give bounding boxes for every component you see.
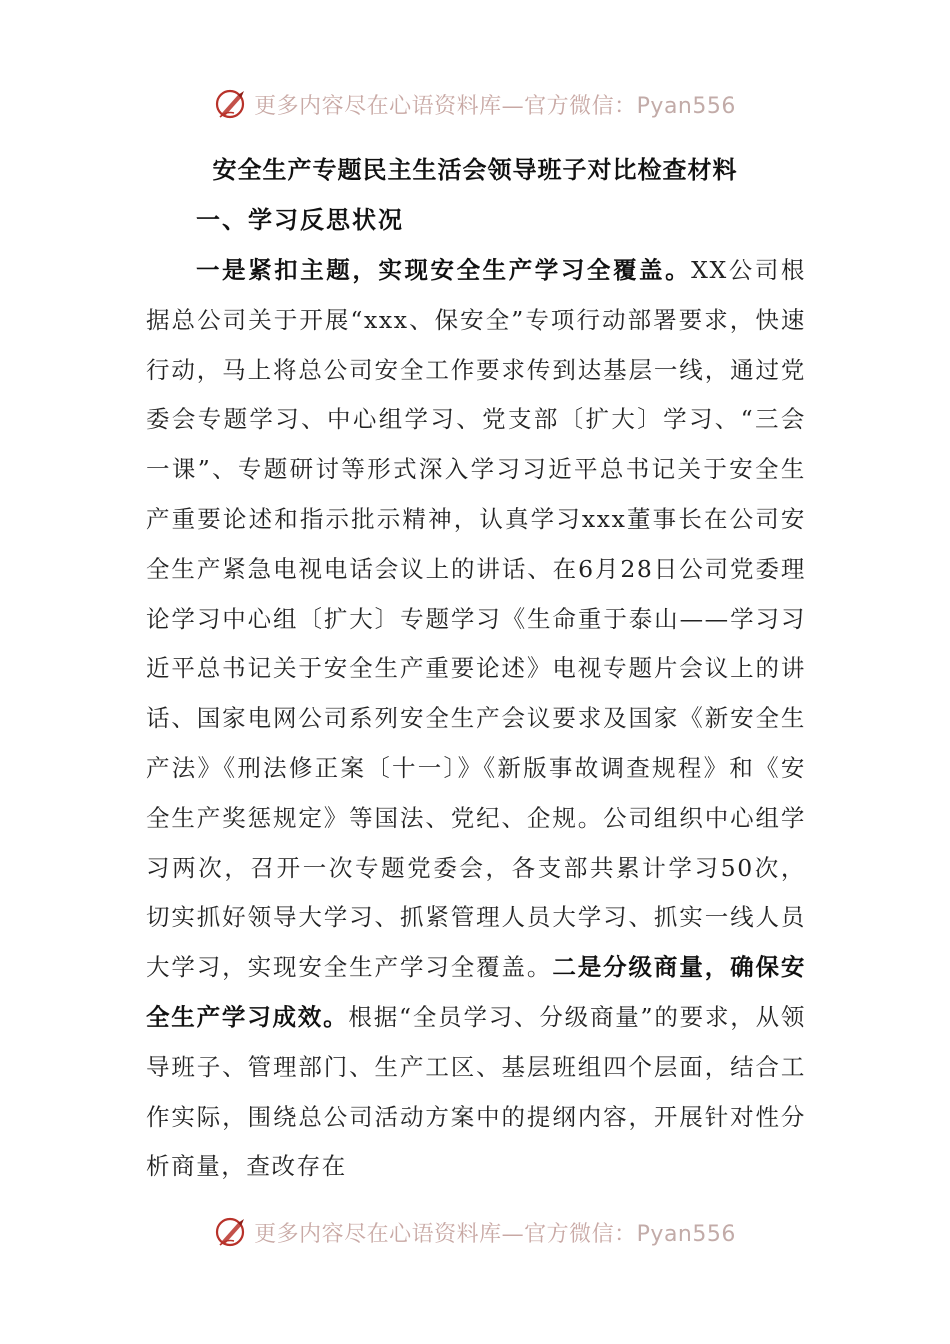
wechat-id: Pyan556: [636, 93, 736, 119]
wechat-id: Pyan556: [636, 1221, 736, 1247]
section-heading: 一、学习反思状况: [196, 205, 404, 234]
body-paragraph: [146, 246, 806, 1192]
footer-watermark-text: 更多内容尽在心语资料库—官方微信：Pyan556: [254, 1221, 736, 1247]
footer-watermark-banner: [0, 1210, 950, 1254]
lead-bold-2: 二是分级商量，确保安全生产学习成效。: [146, 953, 807, 1031]
pen-quill-logo-icon: [214, 1215, 248, 1249]
lead-bold-1: 一是紧扣主题，实现安全生产学习全覆盖。: [196, 256, 692, 284]
header-watermark-text: 更多内容尽在心语资料库—官方微信：Pyan556: [254, 93, 736, 119]
page-title: 安全生产专题民主生活会领导班子对比检查材料: [212, 155, 738, 184]
pen-quill-logo-icon: [214, 87, 248, 121]
paragraph-text-2: 根据“全员学习、分级商量”的要求，从领导班子、管理部门、生产工区、基层班组四个层面，结合工作实际，围绕总公司活动方案中的提纲内容，开展针对性分析商量，查改存在: [146, 1002, 806, 1181]
header-watermark-banner: [0, 82, 950, 126]
paragraph-text-1: XX公司根据总公司关于开展“xxx、保安全”专项行动部署要求，快速行动，马上将总公司安全工作要求传到达基层一线，通过党委会专题学习、中心组学习、党支部〔扩大〕学习、“三会一课”、专题研讨等形式深入学习习近平总书记关于安全生产重要论述和指示批示精神，认真学习xxx董事长在公司安全生产紧急电视电话会议上的讲话、在6月28日公司党委理论学习中心组〔扩大〕专题学习《生命重于泰山——学习习近平总书记关于安全生产重要论述》电视专题片会议上的讲话、国家电网公司系列安全生产会议要求及国家《新安全生产法》《刑法修正案〔十一〕》《新版事故调查规程》和《安全生产奖惩规定》等国法、党纪、企规。公司组织中心组学习两次，召开一次专题党委会，各支部共累计学习50次，切实抓好领导大学习、抓紧管理人员大学习、抓实一线人员大学习，实现安全生产学习全覆盖。: [146, 256, 806, 982]
